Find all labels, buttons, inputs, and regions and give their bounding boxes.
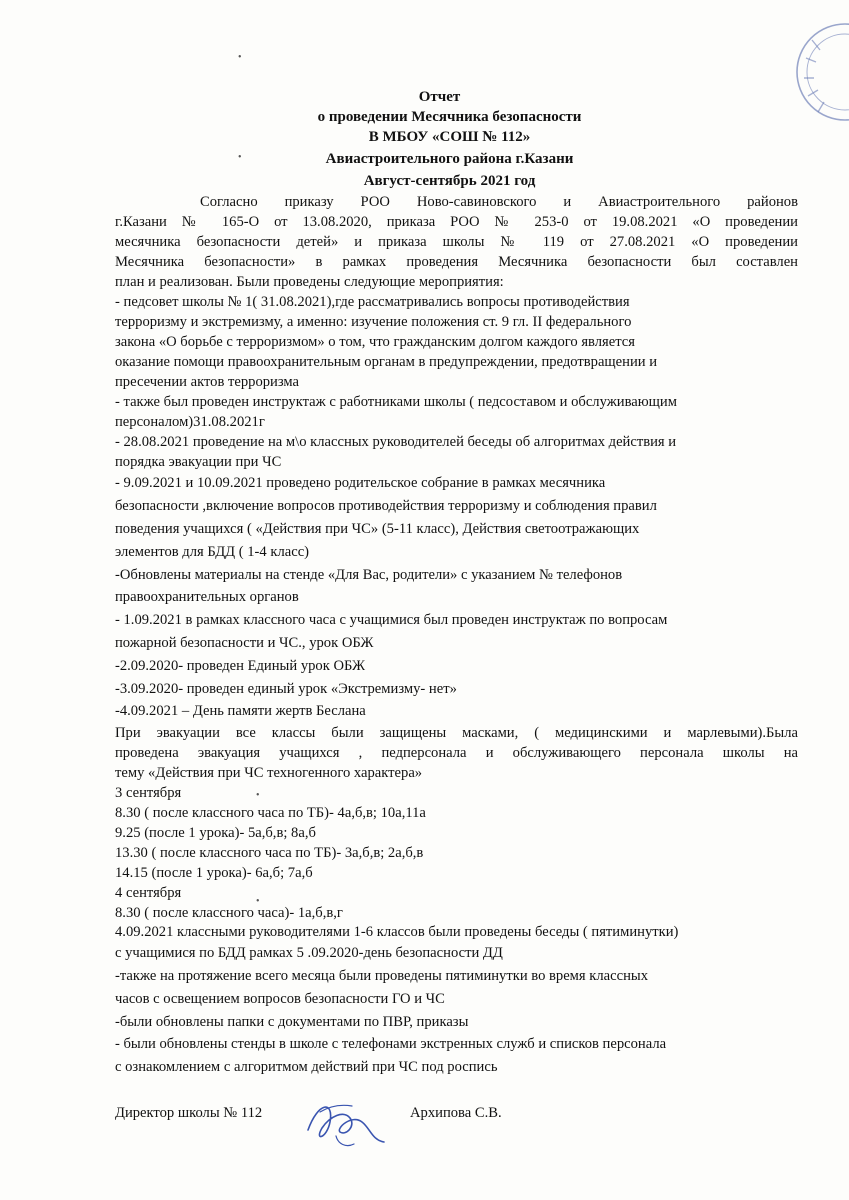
final-line: с учащимися по БДД рамках 5 .09.2020-день безопасности ДД [115, 945, 503, 961]
schedule-line: 13.30 ( после классного часа по ТБ)- 3а,б,в; 2а,б,в [115, 845, 424, 861]
report-subtitle: о проведении Месячника безопасности [317, 109, 582, 125]
list-item: - также был проведен инструктаж с работниками школы ( педсоставом и обслуживающим [115, 394, 677, 410]
list-item: безопасности ,включение вопросов противодействия терроризму и соблюдения правил [115, 498, 657, 514]
schedule-line: 3 сентября [115, 785, 182, 801]
list-item: элементов для БДД ( 1-4 класс) [115, 544, 310, 560]
schedule-line: 9.25 (после 1 урока)- 5а,б,в; 8а,б [115, 825, 316, 841]
intro-line: Согласно приказу РОО Ново-савиновского и Авиастроительного районов [200, 194, 798, 210]
list-item: пресечении актов терроризма [115, 374, 300, 390]
report-title: Отчет [418, 89, 461, 105]
list-item: -4.09.2021 – День памяти жертв Беслана [115, 703, 366, 719]
list-item: правоохранительных органов [115, 589, 299, 605]
list-item: -Обновлены материалы на стенде «Для Вас, родители» с указанием № телефонов [115, 567, 623, 583]
schedule-line: 8.30 ( после классного часа)- 1а,б,в,г [115, 905, 343, 921]
final-line: -были обновлены папки с документами по ПВР, приказы [115, 1014, 469, 1030]
list-item: пожарной безопасности и ЧС., урок ОБЖ [115, 635, 374, 651]
list-item: порядка эвакуации при ЧС [115, 454, 282, 470]
list-item: закона «О борьбе с терроризмом» о том, что гражданским долгом каждого является [115, 334, 635, 350]
scan-speck: • [238, 152, 242, 163]
list-item: оказание помощи правоохранительным органам в предупреждении, предотвращении и [115, 354, 658, 370]
intro-line: план и реализован. Были проведены следующие мероприятия: [115, 274, 504, 290]
schedule-line: 8.30 ( после классного часа по ТБ)- 4а,б,в; 10а,11а [115, 805, 426, 821]
list-item: -3.09.2020- проведен единый урок «Экстремизму- нет» [115, 681, 457, 697]
director-name: Архипова С.В. [410, 1105, 502, 1121]
intro-line: месячника безопасности детей» и приказа школы № 119 от 27.08.2021 «О проведении [115, 234, 798, 250]
scan-speck: • [256, 896, 260, 907]
intro-line: г.Казани № 165-О от 13.08.2020, приказа РОО № 253-0 от 19.08.2021 «О проведении [115, 214, 798, 230]
list-item: - 1.09.2021 в рамках классного часа с учащимися был проведен инструктаж по вопросам [115, 612, 668, 628]
schedule-line: 4 сентября [115, 885, 182, 901]
list-item: -2.09.2020- проведен Единый урок ОБЖ [115, 658, 366, 674]
list-item: - 9.09.2021 и 10.09.2021 проведено родительское собрание в рамках месячника [115, 475, 606, 491]
evacuation-line: тему «Действия при ЧС техногенного характера» [115, 765, 423, 781]
final-line: с ознакомлением с алгоритмом действий при ЧС под роспись [115, 1059, 498, 1075]
final-line: -также на протяжение всего месяца были проведены пятиминутки во время классных [115, 968, 648, 984]
final-line: 4.09.2021 классными руководителями 1-6 классов были проведены беседы ( пятиминутки) [115, 924, 679, 940]
list-item: поведения учащихся ( «Действия при ЧС» (5-11 класс), Действия светоотражающих [115, 521, 640, 537]
scan-speck: • [238, 52, 242, 63]
evacuation-line: При эвакуации все классы были защищены масками, ( медицинскими и марлевыми).Была [115, 725, 798, 741]
schedule-line: 14.15 (после 1 урока)- 6а,б; 7а,б [115, 865, 313, 881]
list-item: персоналом)31.08.2021г [115, 414, 265, 430]
report-period: Август-сентябрь 2021 год [363, 173, 536, 189]
list-item: терроризму и экстремизму, а именно: изучение положения ст. 9 гл. II федерального [115, 314, 632, 330]
district-name: Авиастроительного района г.Казани [325, 151, 574, 167]
final-line: - были обновлены стенды в школе с телефонами экстренных служб и списков персонала [115, 1036, 667, 1052]
scan-speck: • [256, 790, 260, 801]
list-item: - 28.08.2021 проведение на м\о классных руководителей беседы об алгоритмах действия и [115, 434, 677, 450]
list-item: - педсовет школы № 1( 31.08.2021),где рассматривались вопросы противодействия [115, 294, 630, 310]
director-title: Директор школы № 112 [115, 1105, 263, 1121]
final-line: часов с освещением вопросов безопасности ГО и ЧС [115, 991, 445, 1007]
handwritten-signature [300, 1092, 390, 1152]
school-name: В МБОУ «СОШ № 112» [368, 129, 531, 145]
intro-line: Месячника безопасности» в рамках проведения Месячника безопасности был составлен [115, 254, 798, 270]
evacuation-line: проведена эвакуация учащихся , педперсонала и обслуживающего персонала школы на [115, 745, 798, 761]
school-seal [790, 20, 849, 130]
